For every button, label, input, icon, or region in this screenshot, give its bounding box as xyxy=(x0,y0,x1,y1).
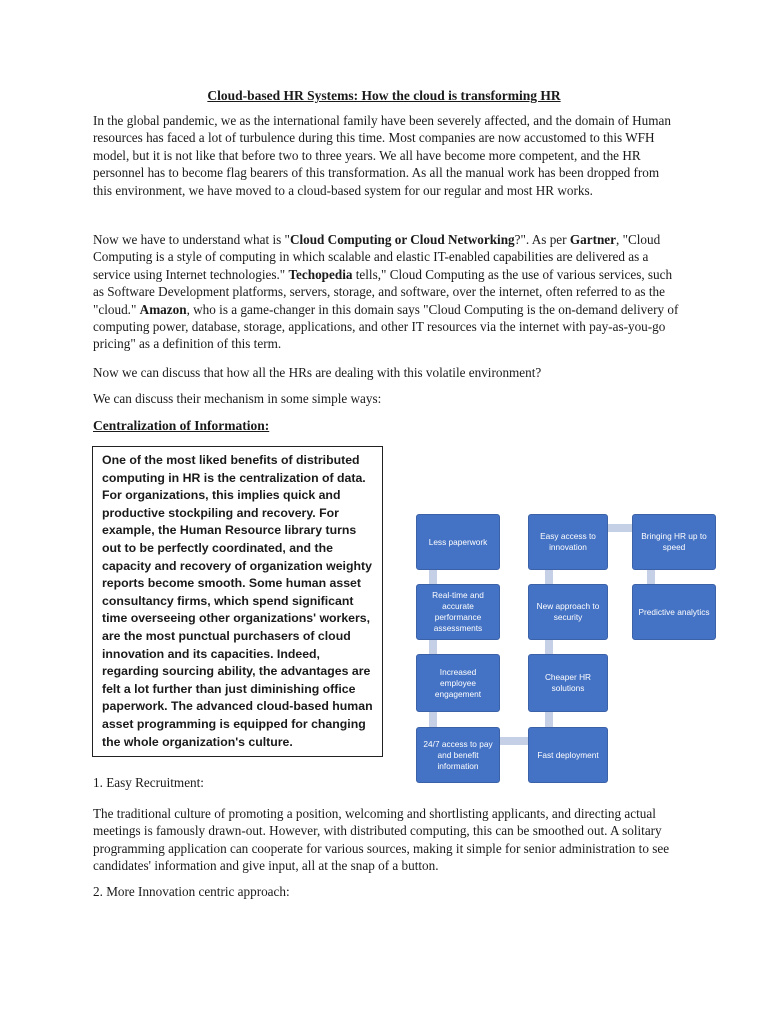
intro-paragraph: In the global pandemic, we as the international family have been severely affected, and the domain of Human resources has faced a lot of turbulence during this time. Most companies are now accustomed to this WFH model, but it is not like that before two to three years. We all have become more competent, and the HR personnel has to become flag bearers of this transformation. As all the manual work has been dropped from this environment, we have moved to a cloud-based system for our regular and most HR works. xyxy=(93,113,671,198)
mechanism-line: We can discuss their mechanism in some simple ways: xyxy=(93,391,382,406)
diagram-node-performance-assessments: Real-time and accurate performance assessments xyxy=(416,584,500,640)
discussion-line: Now we can discuss that how all the HRs are dealing with this volatile environment? xyxy=(93,365,542,380)
diagram-node-easy-innovation: Easy access to innovation xyxy=(528,514,608,570)
boxed-text-panel: One of the most liked benefits of distributed computing in HR is the centralization of data. For organizations, this implies quick and productive stockpiling and recovery. For example, the Human Resource library turns out to be perfectly coordinated, and the capacity and recovery of organization weighty reports become smooth. Some human asset consultancy firms, which spend significant time overseeing other organizations' workers, are the most punctual purchasers of cloud innovation and its capacities. Indeed, regarding sourcing ability, the advantages are felt a lot further than just diminishing office paperwork. The advanced cloud-based human asset programming is equipped for changing the whole organization's culture. xyxy=(92,446,383,757)
diagram-node-employee-engagement: Increased employee engagement xyxy=(416,654,500,712)
definition-text: tells," Cloud Computing as the use of various services, such as Software Development platforms, servers, storage, and software, over the internet, often referred to as the "cloud." xyxy=(93,266,673,317)
connector xyxy=(545,640,553,654)
source-amazon: Amazon xyxy=(139,301,187,317)
definition-paragraph xyxy=(93,231,681,353)
document-title: Cloud-based HR Systems: How the cloud is transforming HR xyxy=(207,88,561,103)
definition-text: Now we have to understand what is " xyxy=(93,232,290,247)
recruitment-paragraph: The traditional culture of promoting a position, welcoming and shortlisting applicants, and directing actual meetings is famously drawn-out. However, with distributed computing, this can be smoothed out. A solitary programming application can cooperate for various sources, making it simple for senior administration to see candidates' information and give input, all at the snap of a button. xyxy=(93,806,670,874)
connector xyxy=(608,524,632,532)
definition-term: Cloud Computing or Cloud Networking xyxy=(289,232,515,247)
connector xyxy=(429,640,437,654)
connector xyxy=(545,712,553,727)
section-heading: Centralization of Information: xyxy=(93,418,270,433)
benefits-diagram xyxy=(410,505,716,783)
connector xyxy=(429,712,437,727)
connector xyxy=(500,737,528,745)
definition-text: , "Cloud Computing is a style of computing in which scalable and elastic IT-enabled capabilities are delivered as a service using Internet technologies." xyxy=(93,232,661,282)
diagram-node-cheaper-solutions: Cheaper HR solutions xyxy=(528,654,608,712)
diagram-node-predictive-analytics: Predictive analytics xyxy=(632,584,716,640)
source-techopedia: Techopedia xyxy=(288,266,353,282)
diagram-node-fast-deployment: Fast deployment xyxy=(528,727,608,783)
diagram-node-security-approach: New approach to security xyxy=(528,584,608,640)
item-heading-innovation: 2. More Innovation centric approach: xyxy=(93,884,290,899)
source-gartner: Gartner xyxy=(569,232,616,247)
connector xyxy=(647,570,655,584)
diagram-node-hr-up-to-speed: Bringing HR up to speed xyxy=(632,514,716,570)
definition-text: ?". As per xyxy=(514,232,570,247)
item-heading-recruitment: 1. Easy Recruitment: xyxy=(93,775,204,790)
connector xyxy=(545,570,553,584)
diagram-node-pay-benefit-access: 24/7 access to pay and benefit information xyxy=(416,727,500,783)
connector xyxy=(429,570,437,584)
definition-text: , who is a game-changer in this domain says "Cloud Computing is the on-demand delivery of computing power, database, storage, applications, and other IT resources via the internet with pay-as-you-go pricing" as a definition of this term. xyxy=(93,301,679,352)
diagram-node-less-paperwork: Less paperwork xyxy=(416,514,500,570)
